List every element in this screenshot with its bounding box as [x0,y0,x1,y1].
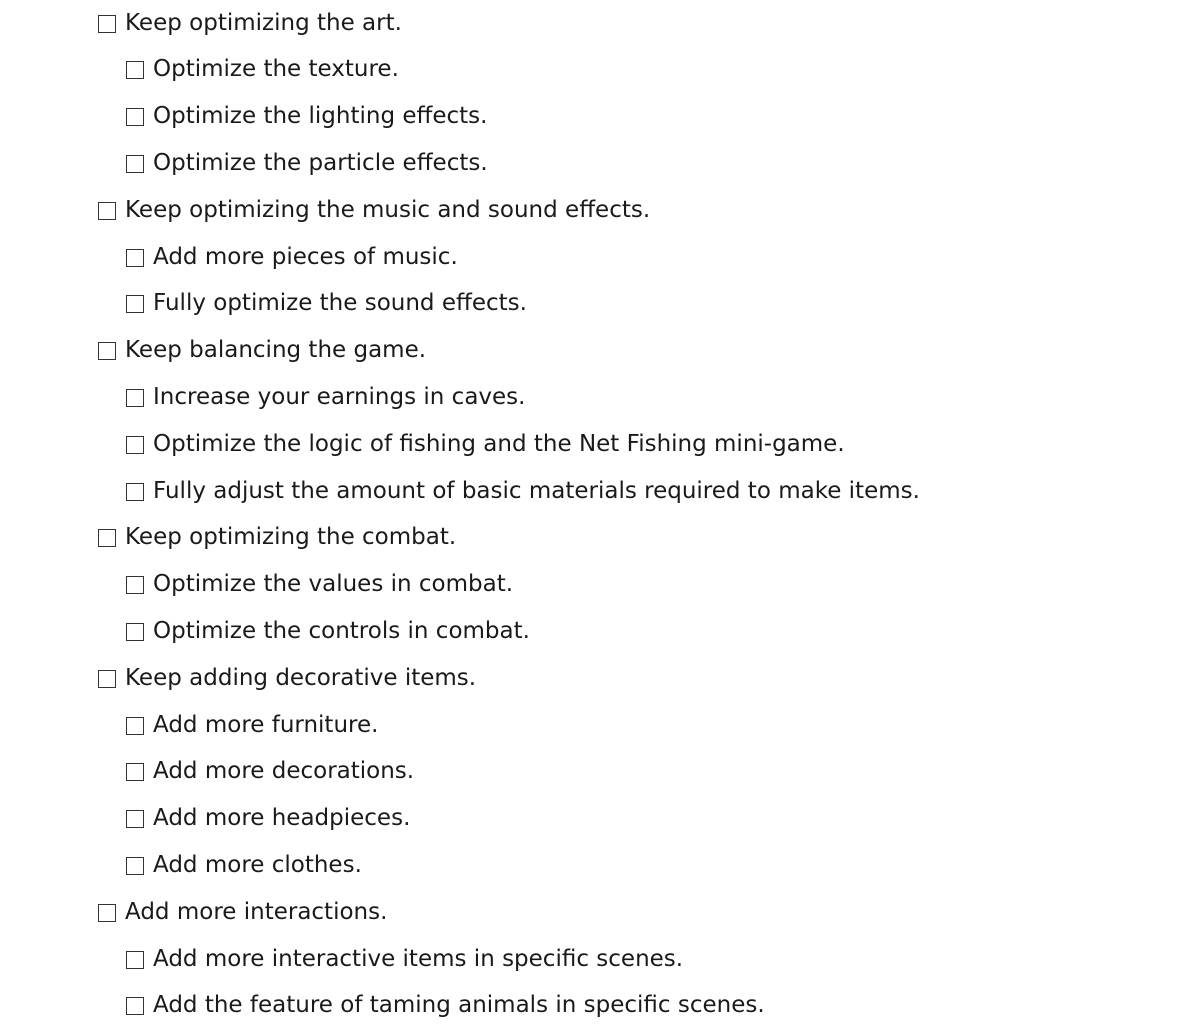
checkbox[interactable] [126,763,144,781]
checklist-item [126,140,488,186]
checklist-item [126,842,362,888]
checklist-item [126,94,487,140]
checklist-item [98,0,402,46]
checklist-item-label: Add more interactions. [125,898,388,925]
checklist-item-label: Increase your earnings in caves. [153,383,526,410]
checklist-item-label: Keep optimizing the combat. [125,524,457,551]
checklist-item-label: Fully adjust the amount of basic materials required to make items. [153,477,920,504]
checklist-item [126,374,525,420]
checklist-item [98,328,426,374]
checklist-item-label: Optimize the texture. [153,56,399,83]
checklist-item-label: Add the feature of taming animals in specific scenes. [153,992,765,1019]
checkbox[interactable] [126,436,144,454]
checklist-item [126,936,683,982]
checklist-item-label: Optimize the controls in combat. [153,617,530,644]
checklist-item-label: Optimize the logic of fishing and the Net Fishing mini-game. [153,430,845,457]
checkbox[interactable] [126,623,144,641]
checklist-item-label: Add more furniture. [153,711,379,738]
checklist-item-label: Keep adding decorative items. [125,664,477,691]
checklist-item-label: Optimize the lighting effects. [153,103,488,130]
checkbox[interactable] [98,529,116,547]
checklist-item-label: Keep optimizing the music and sound effects. [125,196,651,223]
checkbox[interactable] [98,342,116,360]
checklist-item-label: Add more interactive items in specific scenes. [153,945,684,972]
checklist-item-label: Add more clothes. [153,851,362,878]
checklist-item [126,281,527,327]
checkbox[interactable] [98,202,116,220]
checkbox[interactable] [126,155,144,173]
checklist-item [126,983,765,1029]
checkbox[interactable] [126,951,144,969]
checkbox[interactable] [126,249,144,267]
checklist-item-label: Add more pieces of music. [153,243,458,270]
checkbox[interactable] [98,904,116,922]
checklist-item-label: Add more decorations. [153,758,415,785]
checklist-item [126,468,920,514]
checkbox[interactable] [126,389,144,407]
checklist-item [126,562,513,608]
checklist-item-label: Optimize the particle effects. [153,149,488,176]
checklist-item [126,749,414,795]
checklist-item-label: Add more headpieces. [153,805,411,832]
checklist-item [98,515,456,561]
checkbox[interactable] [98,670,116,688]
checkbox[interactable] [126,108,144,126]
checklist-item [126,796,410,842]
checkbox[interactable] [126,997,144,1015]
checkbox[interactable] [126,810,144,828]
checkbox[interactable] [98,15,116,33]
checkbox[interactable] [126,295,144,313]
checklist-item [98,889,387,935]
checklist-item [126,47,399,93]
checklist-item-label: Optimize the values in combat. [153,571,514,598]
checkbox[interactable] [126,61,144,79]
checklist-item [98,187,650,233]
checkbox[interactable] [126,483,144,501]
checkbox[interactable] [126,576,144,594]
checklist-item-label: Keep balancing the game. [125,337,427,364]
checklist-item-label: Keep optimizing the art. [125,9,402,36]
checklist-item [126,702,378,748]
checklist-item [98,655,476,701]
checklist-item [126,421,845,467]
checkbox[interactable] [126,717,144,735]
checkbox[interactable] [126,857,144,875]
checklist-item-label: Fully optimize the sound effects. [153,290,527,317]
checklist-item [126,608,530,654]
checklist-item [126,234,458,280]
